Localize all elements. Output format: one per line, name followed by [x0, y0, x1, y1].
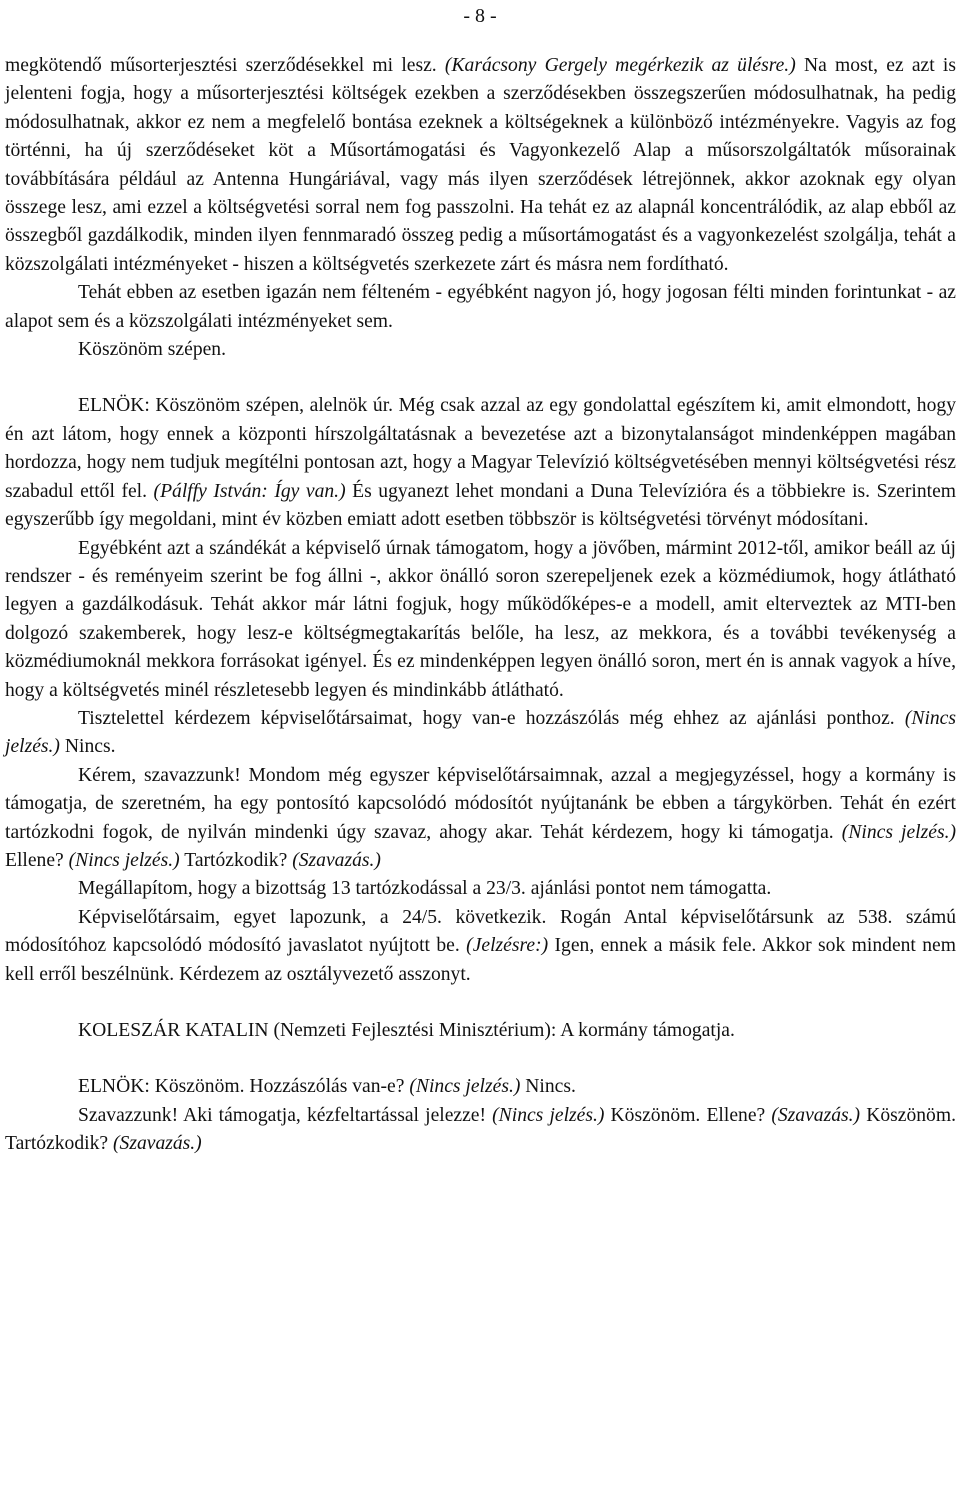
- text-segment: Nincs.: [59, 736, 116, 758]
- text-segment: megkötendő műsorterjesztési szerződésekkel mi lesz.: [5, 55, 445, 76]
- text-segment: Nincs.: [520, 1076, 576, 1098]
- text-segment: ELNÖK: Köszönöm szépen, alelnök úr. Még csak azzal az egy gondolattal egészítem ki, amit elmondott, hogy én azt látom, hogy ennek a központi hírszolgáltatásnak a bevezetése azt a bizonytalanságot mindenképpen magában hordozza, hogy nem tudjuk megítélni pontosan azt, hogy a Magyar Televízió költségvetésében mennyi költségvetési rész szabadul ettől fel.: [5, 395, 956, 502]
- paragraph: [5, 535, 956, 705]
- paragraph: [5, 392, 956, 534]
- text-segment: Köszönöm. Ellene?: [604, 1104, 772, 1126]
- text-segment: Megállapítom, hogy a bizottság 13 tartózkodással a 23/3. ajánlási pontot nem támogatta.: [78, 878, 772, 900]
- text-segment: Na most, ez azt is jelenteni fogja, hogy a műsorterjesztési költségek ezekben a szerződésekben összegszerűen módosulhatnak, ha pedig módosulhatnak, akkor ez nem a megfelelő bontása ezeknek a költségeknek a különböző intézményekre. Vagyis az fog történni, ha új szerződéseket köt a Műsortámogatási és Vagyonkezelő Alap a műsorszolgáltatók műsorainak továbbítására például az Antenna Hungáriával, vagy más ilyen szerződések létrejönnek, akkor azoknak egy olyan összege lesz, ami ezzel a költségvetési sorral nem fog passzolni. Ha tehát ez az alapnál koncentrálódik, az alap ebből az összegből gazdálkodik, minden ilyen fennmaradó összeg pedig a műsortámogatást és a vagyonkezelést szolgálja, tehát a közszolgálati intézményeket - hiszen a költségvetés szerkezete zárt és másra nem fordítható.: [5, 55, 956, 275]
- text-segment: KOLESZÁR KATALIN (Nemzeti Fejlesztési Minisztérium): A kormány támogatja.: [78, 1020, 735, 1041]
- text-segment: Képviselőtársaim, egyet lapozunk, a 24/5. következik. Rogán Antal képviselőtársunk az 538. számú módosítóhoz kapcsolódó módosító javaslatot nyújtott be.: [5, 906, 956, 957]
- document-body: [5, 52, 956, 1159]
- italic-remark: (Nincs jelzés.): [492, 1104, 605, 1126]
- italic-remark: (Nincs jelzés.): [841, 821, 956, 843]
- paragraph: [5, 1073, 956, 1101]
- text-segment: És ugyanezt lehet mondani a Duna Televízióra és a többiekre is. Szerintem egyszerűbb így megoldani, mint év közben emiatt adott esetben többször is költségvetési törvényt módosítani.: [5, 480, 957, 531]
- paragraph: [5, 52, 956, 279]
- text-segment: Tartózkodik?: [179, 849, 293, 871]
- paragraph: [5, 904, 956, 989]
- paragraph: [5, 1017, 956, 1045]
- italic-remark: (Pálffy István: Így van.): [153, 480, 346, 502]
- page-number: - 8 -: [463, 5, 497, 27]
- italic-remark: (Nincs jelzés.): [5, 707, 956, 758]
- paragraph: [5, 762, 956, 876]
- paragraph: [5, 705, 956, 762]
- italic-remark: (Nincs jelzés.): [409, 1076, 521, 1098]
- italic-remark: (Jelzésre:): [466, 935, 549, 957]
- paragraph: [5, 279, 956, 336]
- text-segment: Igen, ennek a másik fele. Akkor sok mindent nem kell erről beszélnünk. Kérdezem az osztályvezető asszonyt.: [5, 935, 956, 985]
- text-segment: Tehát ebben az esetben igazán nem félteném - egyébként nagyon jó, hogy jogosan félti minden forintunkat - az alapot sem és a közszolgálati intézményeket sem.: [5, 282, 956, 332]
- text-segment: Ellene?: [5, 849, 69, 871]
- italic-remark: (Szavazás.): [292, 849, 381, 871]
- paragraph: [5, 875, 956, 903]
- text-segment: Egyébként azt a szándékát a képviselő úrnak támogatom, hogy a jövőben, mármint 2012-től, amikor beáll az új rendszer - és reményeim szerint be fog állni -, akkor önálló soron szerepeljenek ezek a közmédiumok, hogy átlátható legyen a gazdálkodásuk. Tehát akkor már látni fogjuk, hogy működőképes-e a modell, amit elterveztek az MTI-ben dolgozó szakemberek, hogy lesz-e költségmegtakarítás belőle, ha lesz, az mekkora, és a további tevékenység a közmédiumoknál mekkora forrásokat igényel. És ez mindenképpen legyen önálló soron, mert én is annak vagyok a híve, hogy a költségvetés minél részletesebb legyen és mindinkább átlátható.: [5, 537, 956, 701]
- paragraph: [5, 1102, 956, 1159]
- text-segment: Szavazzunk! Aki támogatja, kézfeltartással jelezze!: [78, 1104, 493, 1126]
- text-segment: ELNÖK: Köszönöm. Hozzászólás van-e?: [78, 1076, 410, 1098]
- text-segment: Kérem, szavazzunk! Mondom még egyszer képviselőtársaimnak, azzal a megjegyzéssel, hogy a kormány is támogatja, de szeretném, ha egy pontosító kapcsolódó módosítót nyújtanánk be ebben a tárgykörben. Tehát én ezért tartózkodni fogok, de nyilván mindenki úgy szavaz, ahogy akar. Tehát kérdezem, hogy ki támogatja.: [5, 764, 956, 843]
- text-segment: Köszönöm. Tartózkodik?: [5, 1104, 956, 1155]
- italic-remark: (Szavazás.): [113, 1133, 202, 1155]
- text-segment: Tisztelettel kérdezem képviselőtársaimat, hogy van-e hozzászólás még ehhez az ajánlási ponthoz.: [78, 707, 905, 729]
- italic-remark: (Karácsony Gergely megérkezik az ülésre.): [444, 55, 796, 76]
- text-segment: Köszönöm szépen.: [78, 339, 227, 361]
- italic-remark: (Nincs jelzés.): [68, 849, 180, 871]
- paragraph: [5, 336, 956, 364]
- italic-remark: (Szavazás.): [771, 1104, 861, 1126]
